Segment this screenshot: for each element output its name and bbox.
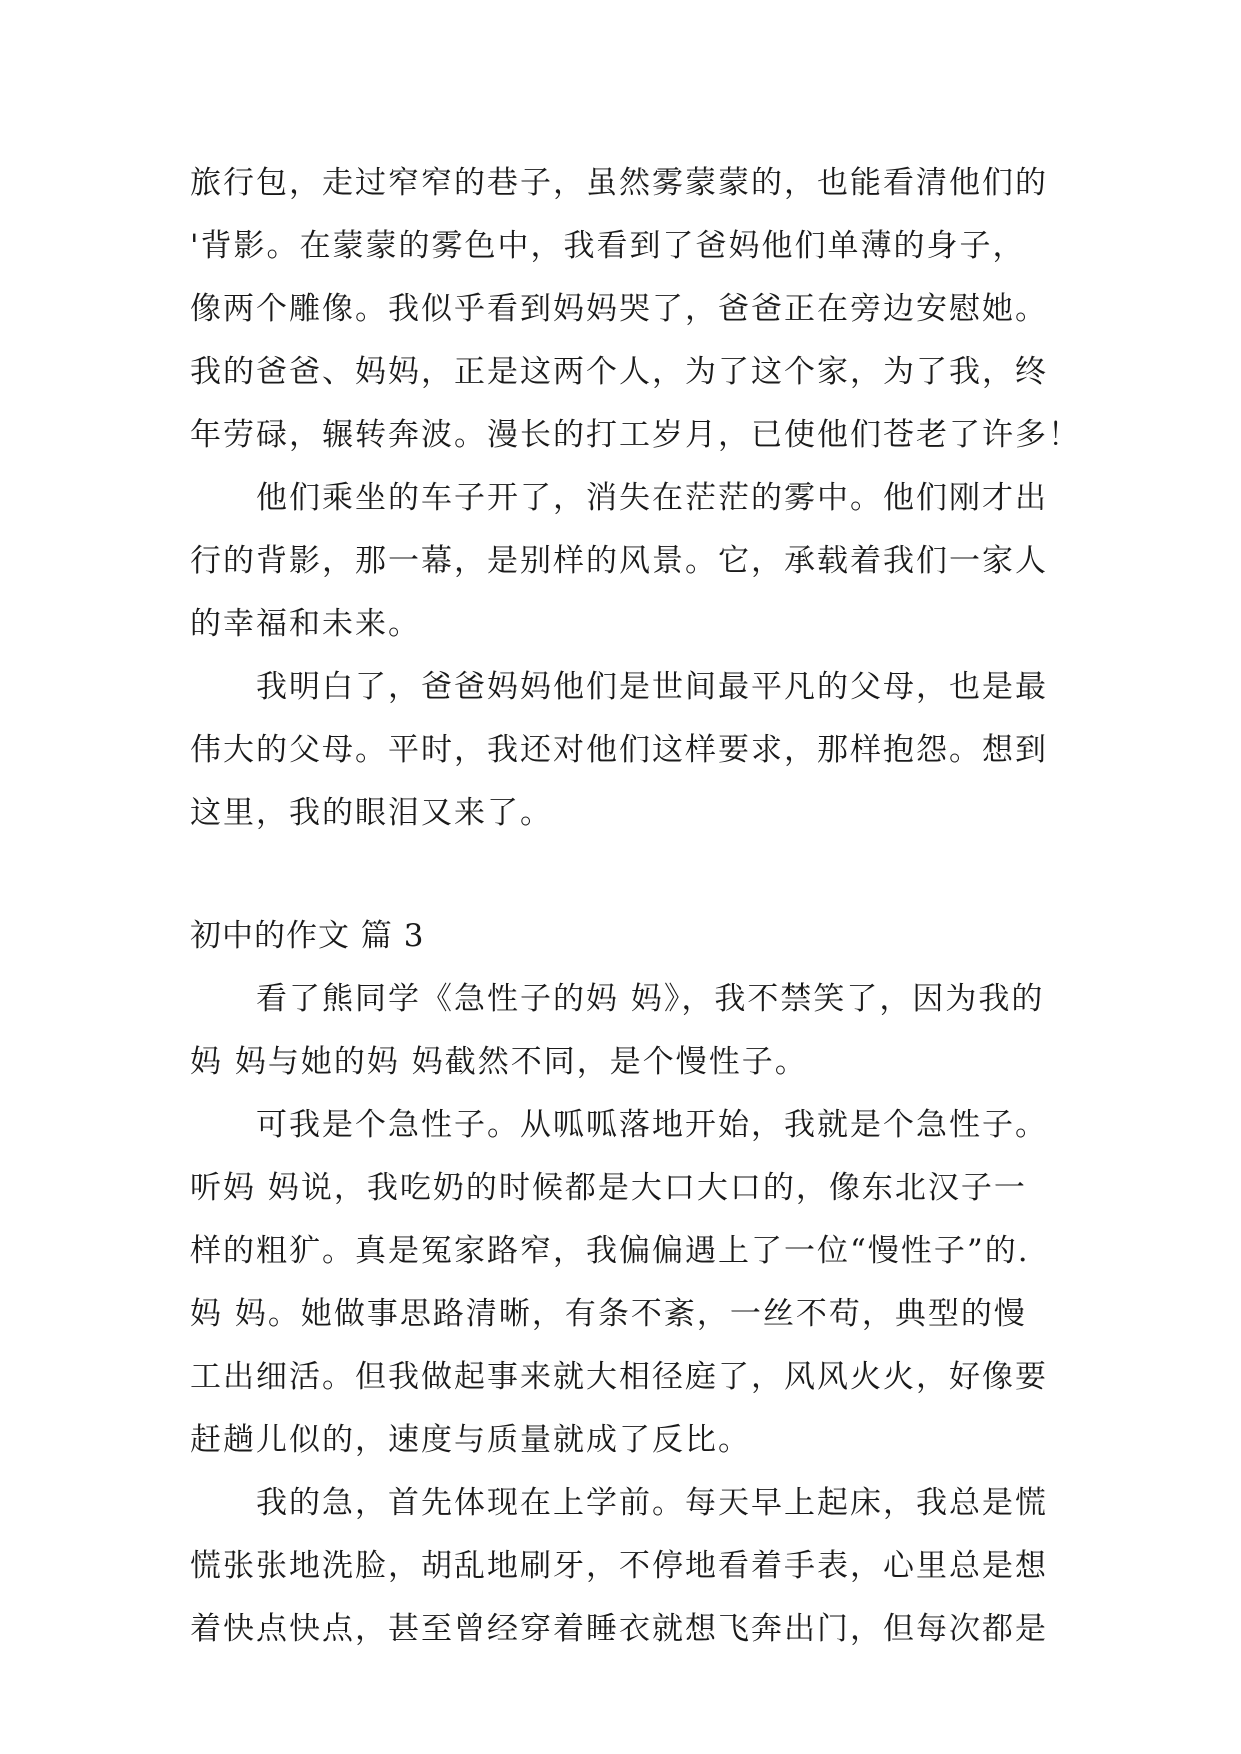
- text-line: 妈 妈。她做事思路清晰，有条不紊，一丝不苟，典型的慢: [190, 1296, 1027, 1332]
- document-body: [190, 152, 1081, 1661]
- text-line: 我明白了，爸爸妈妈他们是世间最平凡的父母，也是最: [190, 669, 1048, 705]
- text-line: 慌张张地洗脸，胡乱地刷牙，不停地看着手表，心里总是想: [190, 1548, 1048, 1584]
- text-line: 我的急，首先体现在上学前。每天早上起床，我总是慌: [190, 1485, 1048, 1521]
- text-line: 看了熊同学《急性子的妈 妈》，我不禁笑了，因为我的: [190, 981, 1045, 1017]
- text-line: 年劳碌，辗转奔波。漫长的打工岁月，已使他们苍老了许多！: [190, 417, 1081, 453]
- text-line: 工出细活。但我做起事来就大相径庭了，风风火火，好像要: [190, 1359, 1048, 1395]
- paragraph-3: [190, 656, 1070, 845]
- text-line: 赶趟儿似的，速度与质量就成了反比。: [190, 1422, 751, 1458]
- paragraph-2: [190, 467, 1070, 656]
- text-line: 样的粗犷。真是冤家路窄，我偏偏遇上了一位“慢性子”的.: [190, 1233, 1030, 1269]
- text-line: 行的背影，那一幕，是别样的风景。它，承载着我们一家人: [190, 543, 1048, 579]
- text-line: 伟大的父母。平时，我还对他们这样要求，那样抱怨。想到: [190, 732, 1048, 768]
- paragraph-5: [190, 1094, 1070, 1472]
- text-line: 妈 妈与她的妈 妈截然不同，是个慢性子。: [190, 1044, 808, 1080]
- text-line: 像两个雕像。我似乎看到妈妈哭了，爸爸正在旁边安慰她。: [190, 291, 1048, 327]
- text-line: 可我是个急性子。从呱呱落地开始，我就是个急性子。: [190, 1107, 1048, 1143]
- paragraph-6: [190, 1472, 1070, 1661]
- text-line: 旅行包，走过窄窄的巷子，虽然雾蒙蒙的，也能看清他们的: [190, 165, 1048, 201]
- text-line: 他们乘坐的车子开了，消失在茫茫的雾中。他们刚才出: [190, 480, 1048, 516]
- text-line: 的幸福和未来。: [190, 606, 421, 642]
- section-heading: [190, 905, 1070, 968]
- text-line: '背影。在蒙蒙的雾色中，我看到了爸妈他们单薄的身子，: [190, 228, 1026, 264]
- text-line: 听妈 妈说，我吃奶的时候都是大口大口的，像东北汉子一: [190, 1170, 1027, 1206]
- text-line: 着快点快点，甚至曾经穿着睡衣就想飞奔出门，但每次都是: [190, 1611, 1048, 1647]
- paragraph-1: [190, 152, 1081, 467]
- text-line: 我的爸爸、妈妈，正是这两个人，为了这个家，为了我，终: [190, 354, 1048, 390]
- text-line: 这里，我的眼泪又来了。: [190, 795, 553, 831]
- paragraph-4: [190, 968, 1070, 1094]
- heading-text: 初中的作文 篇 3: [190, 918, 425, 954]
